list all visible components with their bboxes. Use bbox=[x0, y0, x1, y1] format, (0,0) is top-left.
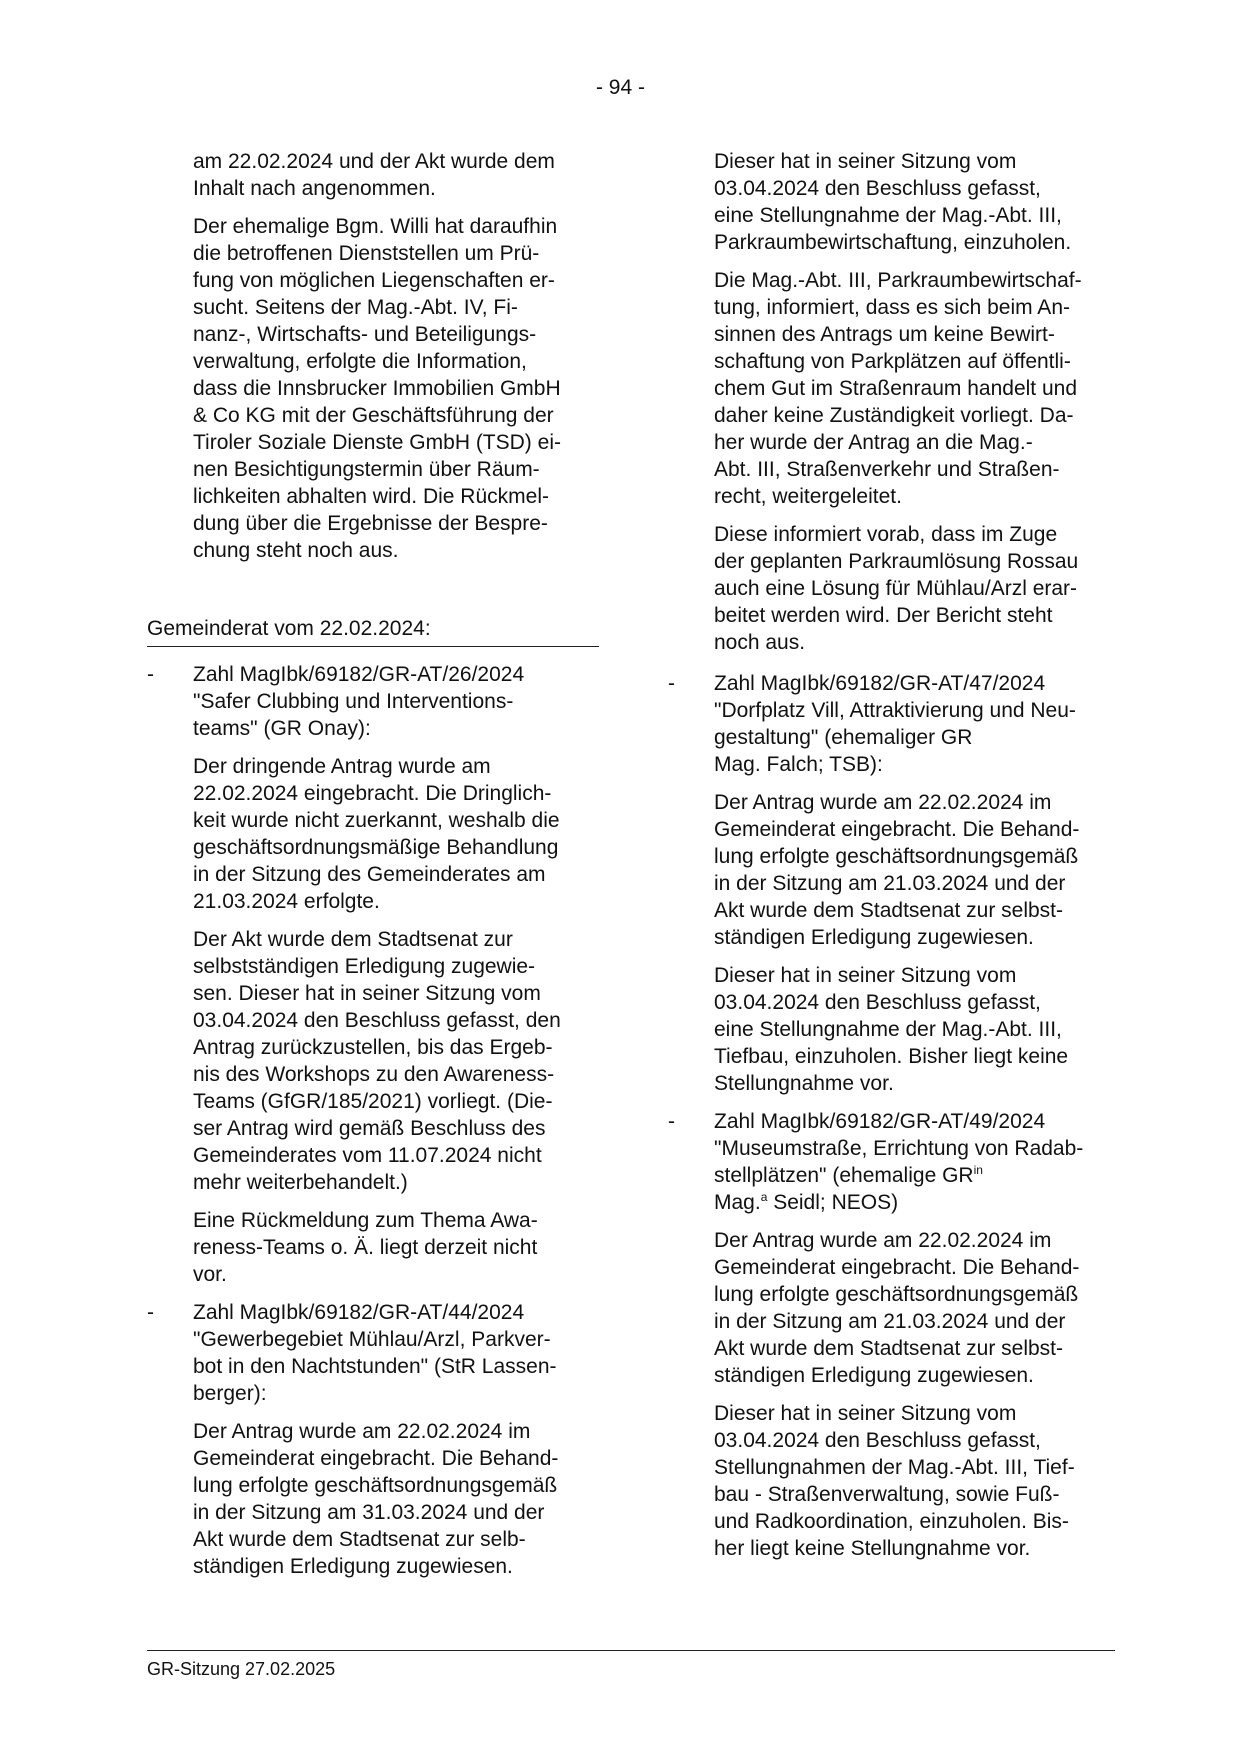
paragraph: Der dringende Antrag wurde am 22.02.2024 eingebracht. Die Dringlich- keit wurde nicht zuerkannt, weshalb die geschäftsordnungsmäßige Behandlung in der Sitzung des Gemeinderates am 21.03.2024 erfolgte. bbox=[193, 755, 560, 913]
section-heading: Gemeinderat vom 22.02.2024: bbox=[147, 615, 599, 647]
list-item bbox=[668, 670, 1130, 1097]
paragraph: Diese informiert vorab, dass im Zuge der geplanten Parkraumlösung Rossau auch eine Lösung für Mühlau/Arzl erar- beitet werden wird. Der Bericht steht noch aus. bbox=[714, 523, 1079, 654]
paragraph: Der Akt wurde dem Stadtsenat zur selbstständigen Erledigung zugewie- sen. Dieser hat in seiner Sitzung vom 03.04.2024 den Beschluss gefasst, den Antrag zurückzustellen, bis das Ergeb- nis des Workshops zu den Awareness- Teams (GfGR/185/2021) vorliegt. (Die- ser Antrag wird gemäß Beschluss des Gemeinderates vom 11.07.2024 nicht mehr weiterbehandelt.) bbox=[193, 928, 561, 1194]
left-column bbox=[147, 148, 599, 1591]
paragraph: Dieser hat in seiner Sitzung vom 03.04.2024 den Beschluss gefasst, eine Stellungnahme der Mag.-Abt. III, Tiefbau, einzuholen. Bisher liegt keine Stellungnahme vor. bbox=[714, 964, 1069, 1095]
item-title-line: Zahl MagIbk/69182/GR-AT/49/2024 bbox=[714, 1110, 1046, 1133]
item-title-line: Seidl; NEOS) bbox=[767, 1191, 899, 1214]
superscript: in bbox=[973, 1163, 983, 1177]
superscript: a bbox=[760, 1190, 768, 1204]
list-item bbox=[147, 661, 599, 1288]
paragraph: Eine Rückmeldung zum Thema Awa- reness-Teams o. Ä. liegt derzeit nicht vor. bbox=[193, 1209, 538, 1286]
footer-divider bbox=[147, 1650, 1115, 1651]
paragraph: Dieser hat in seiner Sitzung vom 03.04.2024 den Beschluss gefasst, eine Stellungnahme der Mag.-Abt. III, Parkraumbewirtschaftung, einzuholen. bbox=[714, 150, 1072, 254]
list-item bbox=[668, 1108, 1130, 1562]
paragraph: Der ehemalige Bgm. Willi hat daraufhin die betroffenen Dienststellen um Prü- fung von möglichen Liegenschaften er- sucht. Seitens der Mag.-Abt. IV, Fi- nanz-, Wirtschafts- und Beteiligungs- verwaltung, erfolgte die Information, dass die Innsbrucker Immobilien GmbH & Co KG mit der Geschäftsführung der Tiroler Soziale Dienste GmbH (TSD) ei- nen Besichtigungstermin über Räum- lichkeiten abhalten wird. Die Rückmel- dung über die Ergebnisse der Bespre- chung steht noch aus. bbox=[193, 215, 561, 562]
item-title: Zahl MagIbk/69182/GR-AT/26/2024 "Safer Clubbing und Interventions- teams" (GR Onay): bbox=[193, 663, 525, 740]
item-title: Zahl MagIbk/69182/GR-AT/44/2024 "Gewerbegebiet Mühlau/Arzl, Parkver- bot in den Nachtstunden" (StR Lassen- berger): bbox=[193, 1301, 557, 1405]
paragraph: am 22.02.2024 und der Akt wurde dem Inhalt nach angenommen. bbox=[193, 150, 555, 200]
list-dash: - bbox=[668, 1110, 675, 1133]
item-title bbox=[714, 1108, 1130, 1216]
list-dash: - bbox=[147, 663, 154, 686]
item-title-line: "Museumstraße, Errichtung von Radab- bbox=[714, 1137, 1084, 1160]
paragraph: Der Antrag wurde am 22.02.2024 im Gemeinderat eingebracht. Die Behand- lung erfolgte geschäftsordnungsgemäß in der Sitzung am 21.03.2024 und der Akt wurde dem Stadtsenat zur selbst- ständigen Erledigung zugewiesen. bbox=[714, 1229, 1080, 1387]
paragraph: Der Antrag wurde am 22.02.2024 im Gemeinderat eingebracht. Die Behand- lung erfolgte geschäftsordnungsgemäß in der Sitzung am 31.03.2024 und der Akt wurde dem Stadtsenat zur selb- ständigen Erledigung zugewiesen. bbox=[193, 1420, 559, 1578]
footer-text: GR-Sitzung 27.02.2025 bbox=[147, 1659, 336, 1679]
page-number: - 94 - bbox=[595, 76, 645, 99]
paragraph: Dieser hat in seiner Sitzung vom 03.04.2024 den Beschluss gefasst, Stellungnahmen der Mag.-Abt. III, Tief- bau - Straßenverwaltung, sowie Fuß- und Radkoordination, einzuholen. Bis- her liegt keine Stellungnahme vor. bbox=[714, 1402, 1075, 1560]
item-title: Zahl MagIbk/69182/GR-AT/47/2024 "Dorfplatz Vill, Attraktivierung und Neu- gestaltung" (ehemaliger GR Mag. Falch; TSB): bbox=[714, 672, 1076, 776]
paragraph: Die Mag.-Abt. III, Parkraumbewirtschaf- tung, informiert, dass es sich beim An- sinnen des Antrags um keine Bewirt- schaftung von Parkplätzen auf öffentli- chem Gut im Straßenraum handelt und daher keine Zuständigkeit vorliegt. Da- her wurde der Antrag an die Mag.- Abt. III, Straßenverkehr und Straßen- recht, weitergeleitet. bbox=[714, 269, 1082, 508]
list-item bbox=[147, 1299, 599, 1580]
list-dash: - bbox=[147, 1301, 154, 1324]
right-column bbox=[668, 148, 1130, 1573]
item-title-line: Mag. bbox=[714, 1191, 761, 1214]
item-title-line: stellplätzen" (ehemalige GR bbox=[714, 1164, 974, 1187]
list-dash: - bbox=[668, 672, 675, 695]
paragraph: Der Antrag wurde am 22.02.2024 im Gemeinderat eingebracht. Die Behand- lung erfolgte geschäftsordnungsgemäß in der Sitzung am 21.03.2024 und der Akt wurde dem Stadtsenat zur selbst- ständigen Erledigung zugewiesen. bbox=[714, 791, 1080, 949]
